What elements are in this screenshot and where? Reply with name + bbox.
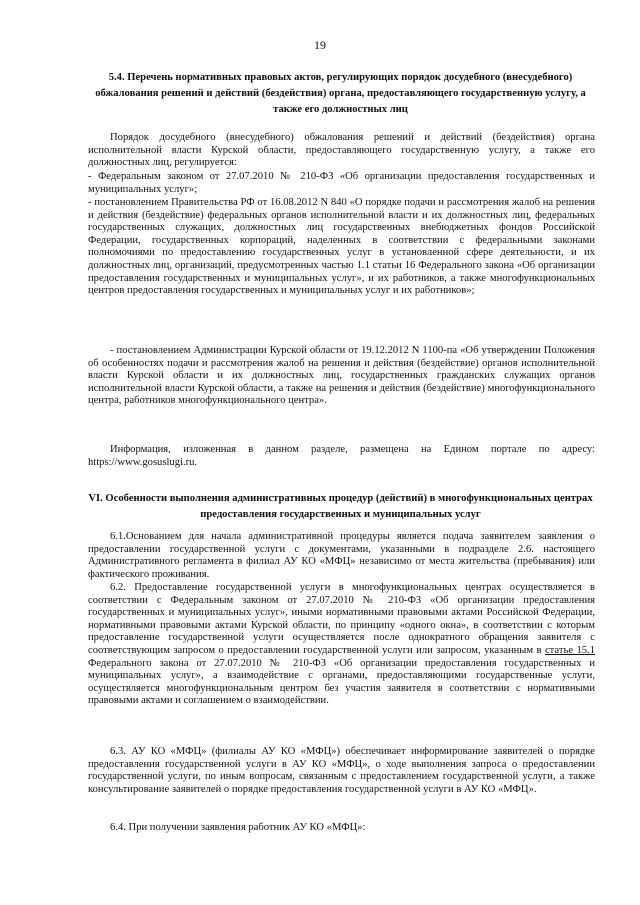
law-item-kursk-1100: - постановлением Администрации Курской области от 19.12.2012 N 1100-па «Об утверждении Положения об особенностях подачи и рассмотрения жалоб на решения и действия (бездействие) органов исполнительной власти Курской области и их должностных лиц, государственных гражданских служащих органов исполнительной власти Курской области, а также на решения и действия (бездействие) многофункционального центра, работников многофункционального центра».: [88, 345, 595, 407]
law-item-government-840: - постановлением Правительства РФ от 16.08.2012 N 840 «О порядке подачи и рассмотрения жалоб на решения и действия (бездействие) федеральных органов исполнительной власти и их должностных лиц, федеральных государственных служащих, должностных лиц государственных внебюджетных фондов Российской Федерации, государственных корпораций, наделенных в соответствии с федеральными законами полномочиями по предоставлению государственных услуг в установленной сфере деятельности, и их должностных лиц, организаций, предусмотренных частью 1.1 статьи 16 Федерального закона «Об организации предоставления государственных и муниципальных услуг», и их работников, а также многофункциональных центров предоставления государственных и муниципальных услуг и их работников»;: [88, 197, 595, 297]
section-5-4-intro: Порядок досудебного (внесудебного) обжалования решений и действий (бездействия) органа исполнительной власти Курской области, предоставляющего государственную услугу, а также его должностных лиц, регулируется:: [88, 132, 595, 169]
paragraph-6-3: 6.3. АУ КО «МФЦ» (филиалы АУ КО «МФЦ») обеспечивает информирование заявителей о порядке предоставления государственной услуги в АУ КО «МФЦ», о ходе выполнения запроса о предоставлении государственной услуги, по иным вопросам, связанным с предоставлением государственной услуги, а также консультирование заявителей о порядке предоставления государственной услуги в АУ КО «МФЦ».: [88, 746, 595, 795]
section-5-4-title: 5.4. Перечень нормативных правовых актов, регулирующих порядок досудебного (внесудебного) обжалования решений и действий (бездействия) органа, предоставляющего государственную услугу, а также его должностных лиц: [95, 72, 586, 115]
page-number: 19: [314, 38, 326, 52]
paragraph-6-2: [88, 582, 595, 708]
portal-info-paragraph: Информация, изложенная в данном разделе, размещена на Едином портале по адресу: https://www.gosuslugi.ru.: [88, 444, 595, 468]
paragraph-6-1: 6.1.Основанием для начала административной процедуры является подача заявителем заявления о предоставлении государственной услуги с документами, указанными в подразделе 2.6. настоящего Административного регламента в филиал АУ КО «МФЦ» независимо от места жительства (пребывания) или фактического проживания.: [88, 531, 595, 580]
paragraph-6-2-text-after: Федерального закона от 27.07.2010 № 210-ФЗ «Об организации предоставления государственных и муниципальных услуг», а взаимодействие с органами, предоставляющими государственные услуги, осуществляется многофункциональным центром без участия заявителя в соответствии с нормативными правовыми актами и соглашением о взаимодействии.: [88, 657, 595, 707]
paragraph-6-4: 6.4. При получении заявления работник АУ КО «МФЦ»:: [110, 822, 366, 833]
section-6-title: VI. Особенности выполнения административных процедур (действий) в многофункциональных центрах предоставления государственных и муниципальных услуг: [88, 493, 593, 520]
article-15-1-link[interactable]: статье 15.1: [544, 644, 595, 656]
law-item-federal-210: - Федеральным законом от 27.07.2010 № 210-ФЗ «Об организации предоставления государственных и муниципальных услуг»;: [88, 171, 595, 195]
paragraph-6-2-text-before: 6.2. Предоставление государственной услуги в многофункциональных центрах осуществляется в соответствии с Федеральным законом от 27.07.2010 № 210-ФЗ «Об организации предоставления государственных и муниципальных услуг», иными нормативными правовыми актами Российской Федерации, нормативными правовыми актами Курской области, по принципу «одного окна», в соответствии с которым предоставление государственной услуги осуществляется после однократного обращения заявителя с соответствующим запросом о предоставлении государственной услуги или запросом, указанным в: [88, 582, 595, 656]
